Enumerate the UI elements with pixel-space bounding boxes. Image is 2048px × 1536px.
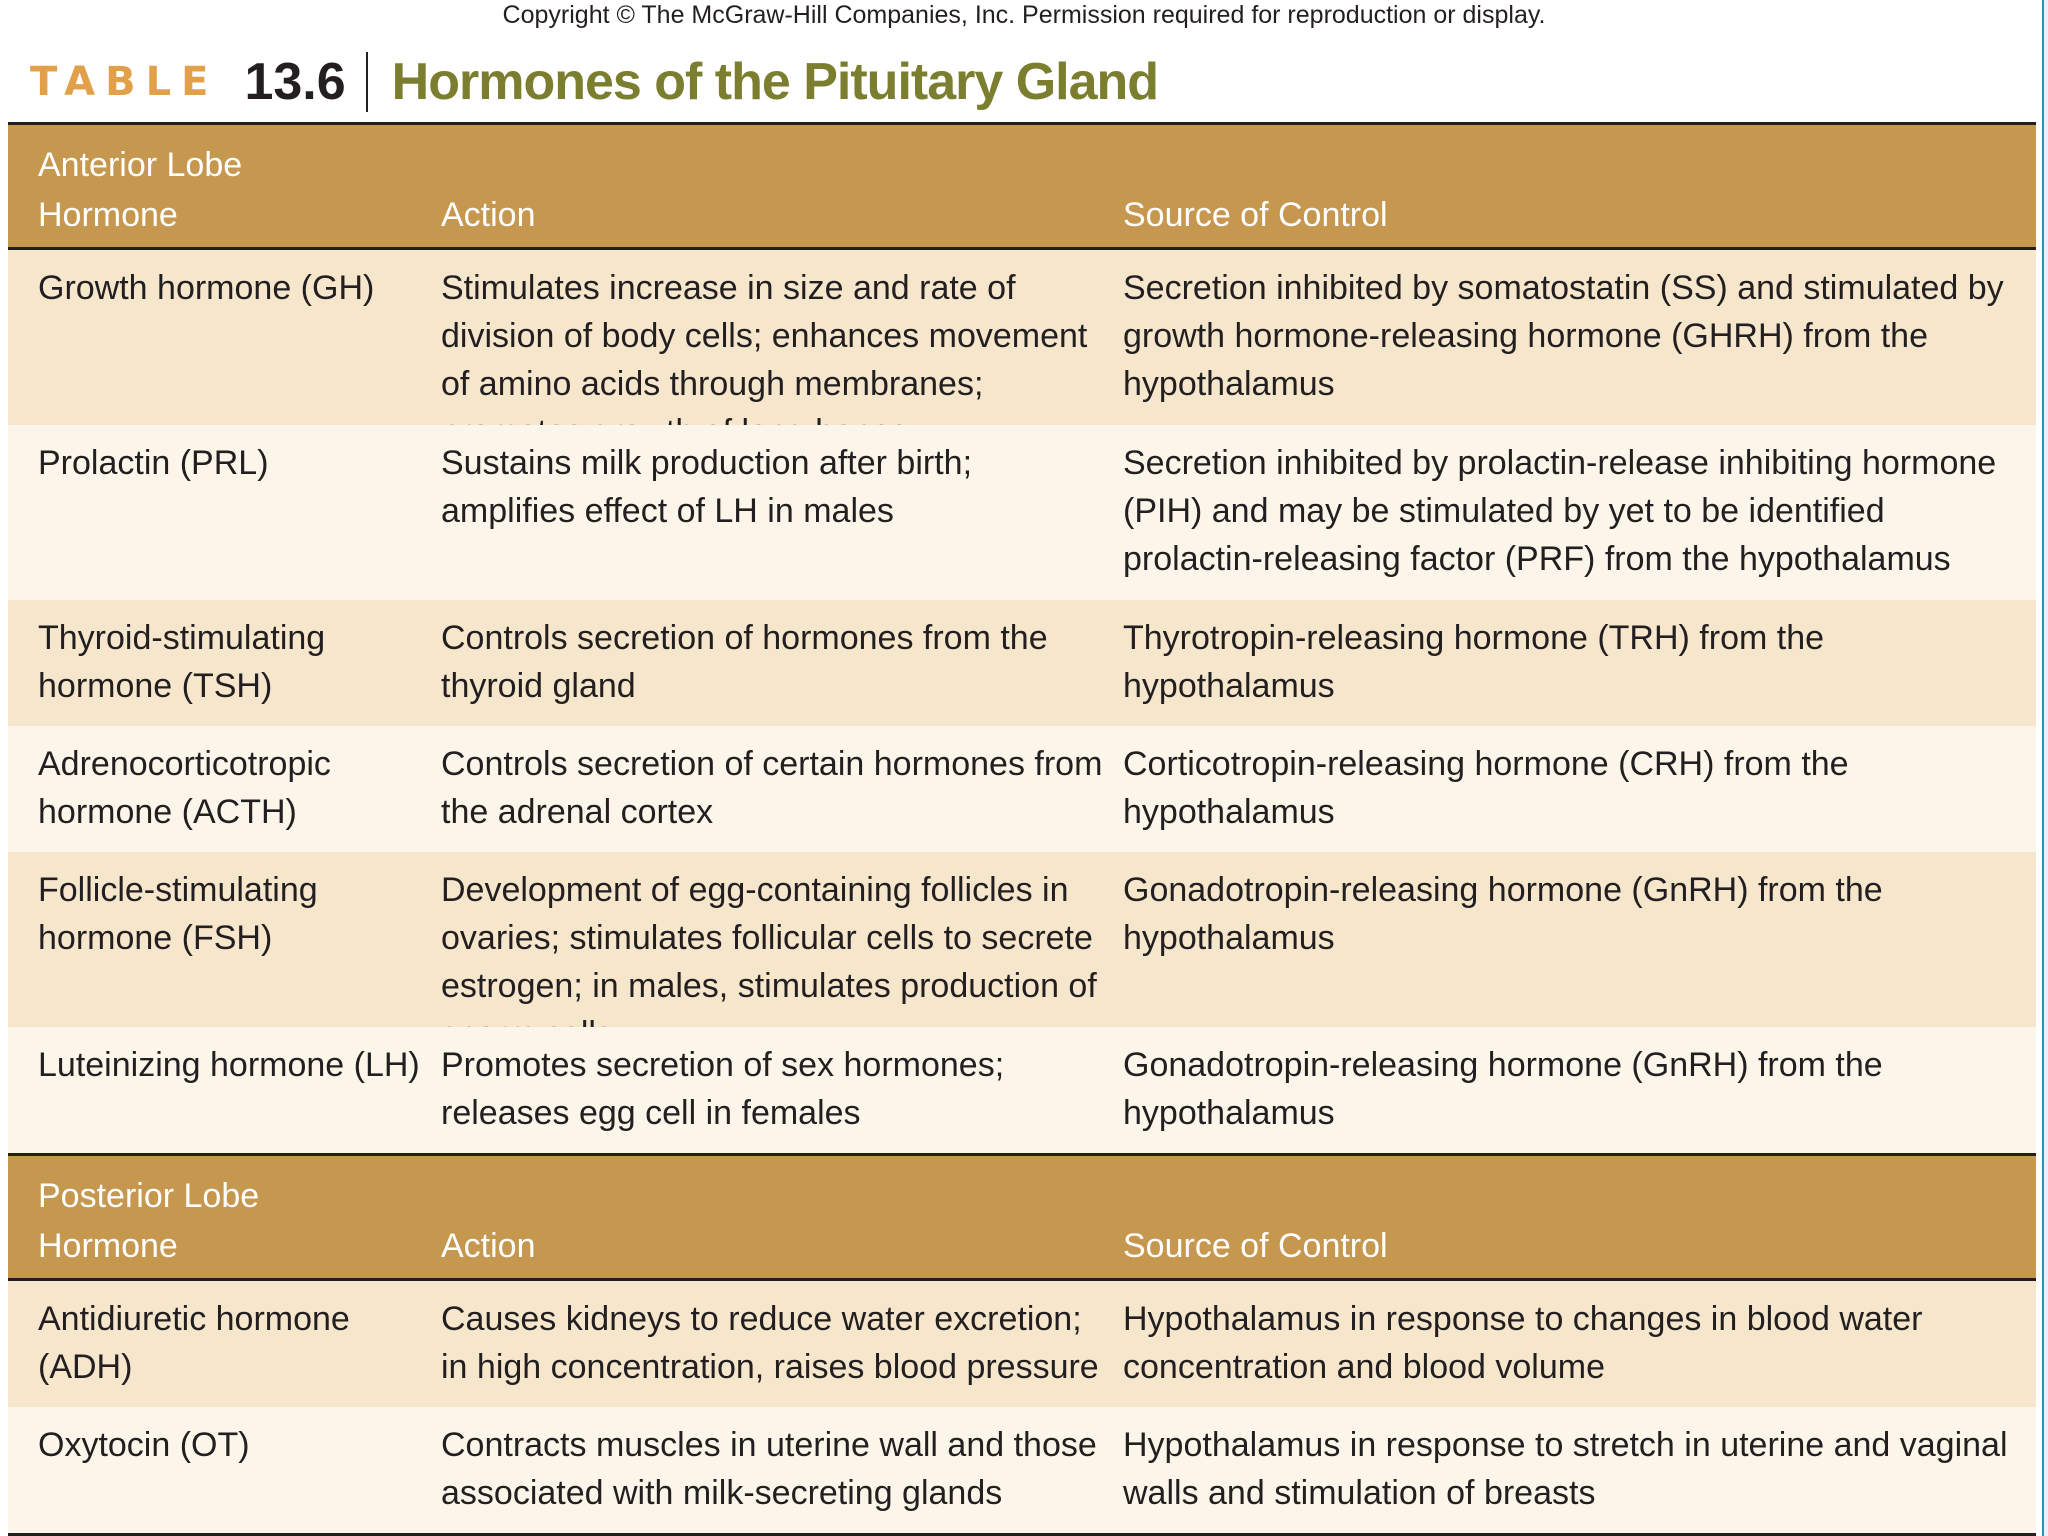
hormone-cell: Oxytocin (OT) bbox=[38, 1426, 250, 1464]
hormone-cell: Luteinizing hormone (LH) bbox=[38, 1046, 420, 1084]
table-number: 13.6 bbox=[244, 53, 346, 111]
hormone-cell: Thyroid-stimulating hormone (TSH) bbox=[38, 619, 326, 705]
control-cell: Corticotropin-releasing hormone (CRH) from the hypothalamus bbox=[1123, 745, 1849, 831]
table-title-bar bbox=[30, 48, 1158, 116]
table-row bbox=[8, 425, 2036, 600]
control-cell: Gonadotropin-releasing hormone (GnRH) from the hypothalamus bbox=[1123, 871, 1883, 957]
action-cell: Causes kidneys to reduce water excretion; in high concentration, raises blood pressure bbox=[441, 1300, 1099, 1386]
hormone-cell: Growth hormone (GH) bbox=[38, 269, 375, 307]
action-cell: Development of egg-containing follicles in ovaries; stimulates follicular cells to secrete estrogen; in males, stimulates production of bbox=[441, 871, 1097, 1005]
column-header-source-of-control: Source of Control bbox=[1123, 196, 1388, 234]
action-cell: Controls secretion of hormones from the thyroid gland bbox=[441, 619, 1048, 705]
table-row bbox=[8, 600, 2036, 726]
column-header-hormone: Hormone bbox=[38, 196, 178, 234]
control-cell: Thyrotropin-releasing hormone (TRH) from the hypothalamus bbox=[1123, 619, 1825, 705]
hormone-cell: Follicle-stimulating hormone (FSH) bbox=[38, 871, 318, 957]
action-cell: Contracts muscles in uterine wall and those associated with milk-secreting glands bbox=[441, 1426, 1097, 1512]
control-cell: Gonadotropin-releasing hormone (GnRH) from the hypothalamus bbox=[1123, 1046, 1883, 1132]
table-label: TABLE bbox=[30, 59, 219, 105]
action-cell: Stimulates increase in size and rate of division of body cells; enhances movement of amino acids through membranes; bbox=[441, 269, 1088, 403]
control-cell: Secretion inhibited by prolactin-release inhibiting hormone (PIH) and may be stimulated by yet to be identified prolactin-releasing factor (PRF) from the hypothalamus bbox=[1123, 444, 1997, 578]
anterior-lobe-label: Anterior Lobe bbox=[38, 146, 243, 184]
table-row bbox=[8, 1027, 2036, 1153]
posterior-lobe-header bbox=[8, 1156, 2036, 1281]
action-cell: Promotes secretion of sex hormones; releases egg cell in females bbox=[441, 1046, 1005, 1132]
column-header-action: Action bbox=[441, 196, 536, 234]
hormone-cell: Antidiuretic hormone (ADH) bbox=[38, 1300, 350, 1386]
control-cell: Hypothalamus in response to changes in blood water concentration and blood volume bbox=[1123, 1300, 1923, 1386]
table-row bbox=[8, 250, 2036, 425]
column-header-source-of-control: Source of Control bbox=[1123, 1227, 1388, 1265]
action-cell: Controls secretion of certain hormones from the adrenal cortex bbox=[441, 745, 1103, 831]
table-row bbox=[8, 1281, 2036, 1407]
table-row bbox=[8, 852, 2036, 1027]
column-header-action: Action bbox=[441, 1227, 536, 1265]
action-cell: Sustains milk production after birth; amplifies effect of LH in males bbox=[441, 444, 973, 530]
control-cell: Hypothalamus in response to stretch in uterine and vaginal walls and stimulation of breasts bbox=[1123, 1426, 2008, 1512]
hormone-table bbox=[8, 122, 2036, 1536]
title-divider bbox=[366, 52, 368, 112]
table-row bbox=[8, 726, 2036, 852]
copyright-notice: Copyright © The McGraw-Hill Companies, Inc. Permission required for reproduction or display. bbox=[502, 1, 1546, 29]
table-row bbox=[8, 1407, 2036, 1533]
table-title: Hormones of the Pituitary Gland bbox=[391, 53, 1159, 111]
column-header-hormone: Hormone bbox=[38, 1227, 178, 1265]
anterior-lobe-header bbox=[8, 125, 2036, 250]
posterior-lobe-label: Posterior Lobe bbox=[38, 1177, 260, 1215]
control-cell: Secretion inhibited by somatostatin (SS) and stimulated by growth hormone-releasing hormone (GHRH) from the hypothalamus bbox=[1123, 269, 2004, 403]
hormone-cell: Prolactin (PRL) bbox=[38, 444, 269, 482]
hormone-cell: Adrenocorticotropic hormone (ACTH) bbox=[38, 745, 331, 831]
page-edge bbox=[2038, 0, 2048, 1536]
